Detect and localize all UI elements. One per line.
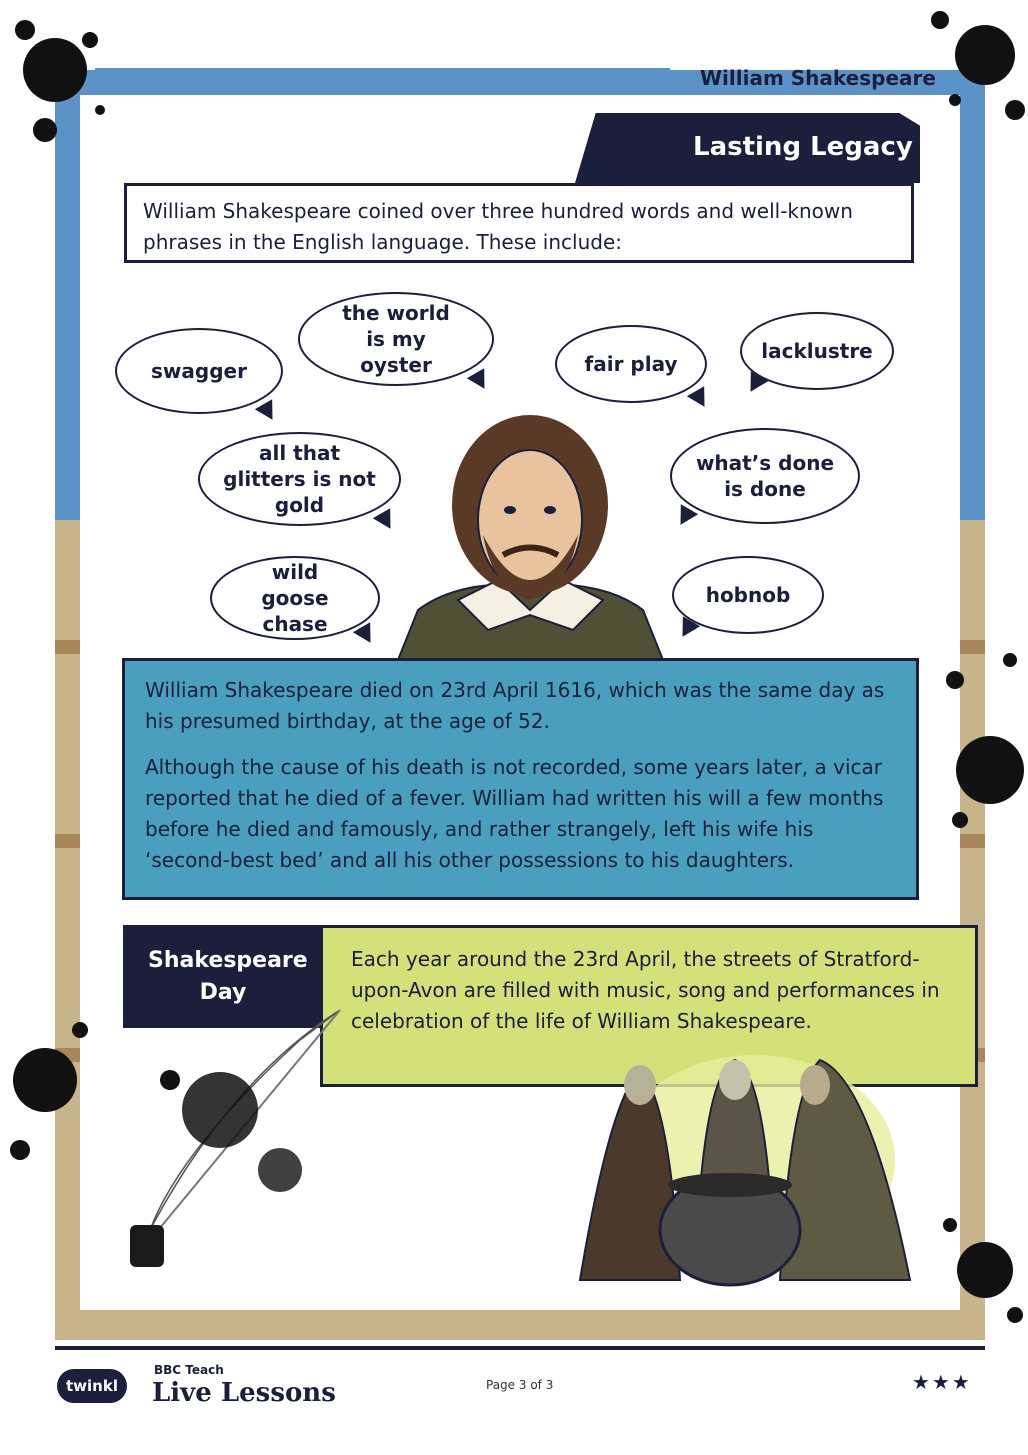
ink-splat-icon <box>0 1000 100 1180</box>
phrase-text: the world is my oyster <box>342 301 450 377</box>
difficulty-stars: ★★★ <box>912 1370 972 1394</box>
header-bar <box>95 68 670 90</box>
intro-text: William Shakespeare coined over three hundred words and well-known phrases in the English language. These include: <box>124 183 914 263</box>
phrase-text: what’s done is done <box>695 451 835 501</box>
footer-divider <box>55 1346 985 1350</box>
quill-ink-icon <box>110 1000 370 1275</box>
bbc-teach-logo: BBC Teach <box>154 1363 224 1377</box>
phrase-bubble <box>198 432 401 526</box>
death-info-box <box>122 658 919 900</box>
phrase-bubble <box>555 325 707 403</box>
phrase-text: wild goose chase <box>261 560 329 636</box>
shakespeare-day-heading-text: Shakespeare Day <box>148 947 308 1005</box>
page-number: Page 3 of 3 <box>486 1378 554 1392</box>
ink-splat-icon <box>930 620 1028 860</box>
ink-splat-icon <box>930 1200 1028 1330</box>
phrase-bubble <box>210 556 380 640</box>
witches-cauldron-icon <box>570 1040 940 1305</box>
phrase-text: fair play <box>584 352 678 376</box>
death-paragraph: William Shakespeare died on 23rd April 1616, which was the same day as his presumed birthday, at the age of 52. <box>145 678 885 733</box>
phrase-text: swagger <box>151 359 247 383</box>
document-title: William Shakespeare <box>700 66 936 90</box>
death-paragraph: Although the cause of his death is not recorded, some years later, a vicar reported that he died of a fever. William had written his will a few months before he died and famously, and rather strangely, left his wife his ‘second-best bed’ and all his other possessions to his daughters. <box>145 755 884 872</box>
phrase-text: lacklustre <box>761 339 873 363</box>
live-lessons-logo: Live Lessons <box>152 1378 336 1408</box>
shakespeare-day-text: Each year around the 23rd April, the streets of Stratford-upon-Avon are filled with music, song and performances in celebration of the life of William Shakespeare. <box>351 947 940 1033</box>
shakespeare-portrait-icon <box>398 415 663 660</box>
twinkl-logo: twinkl <box>57 1369 127 1403</box>
phrase-text: all that glitters is not gold <box>223 441 376 517</box>
section-heading: Lasting Legacy <box>693 132 913 162</box>
phrase-bubble <box>298 292 494 386</box>
phrase-text: hobnob <box>705 583 791 607</box>
phrase-bubble <box>670 428 860 524</box>
phrase-bubble <box>115 328 283 414</box>
